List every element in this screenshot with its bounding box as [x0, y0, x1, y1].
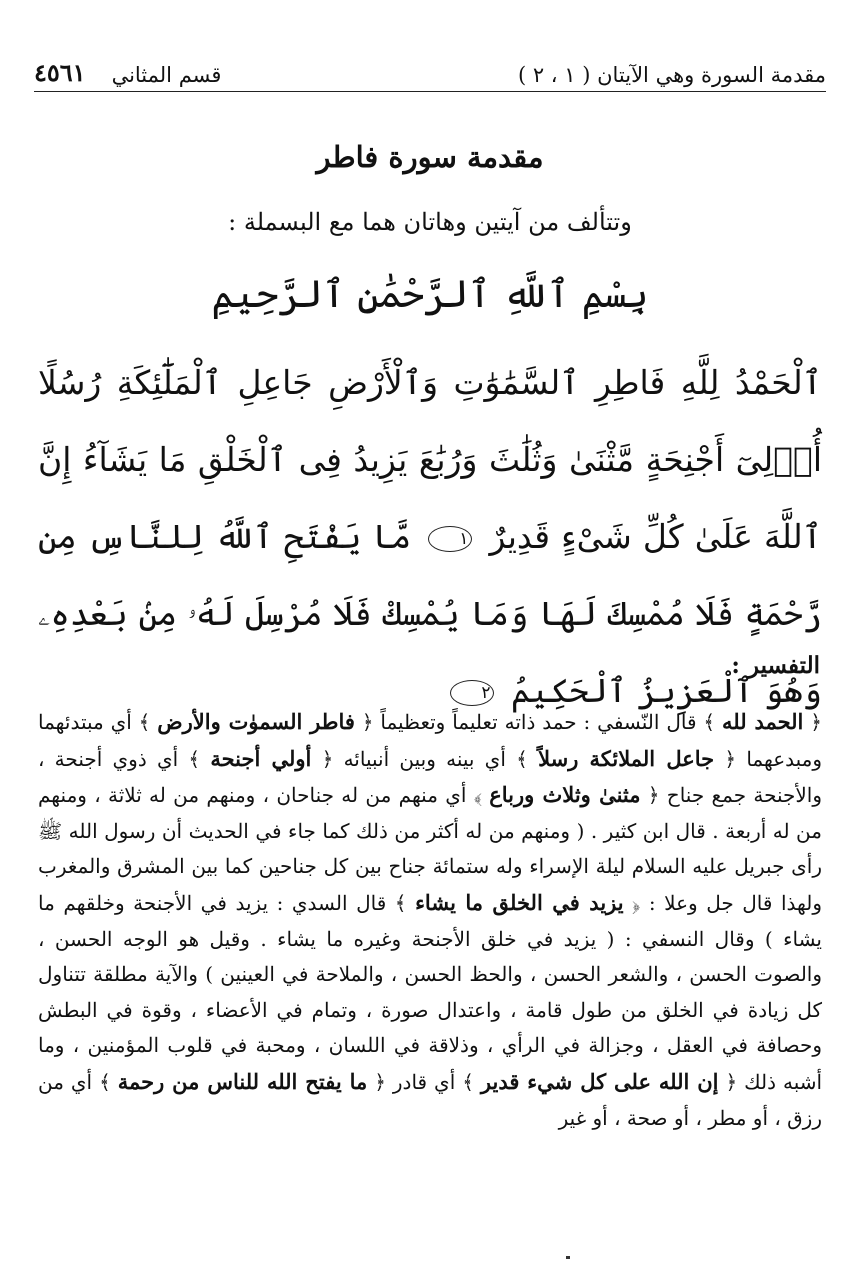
quote-bracket-open: ﴿ [640, 783, 660, 808]
quote-bracket-close: ﴾ [92, 1069, 118, 1094]
page-mark-dot [566, 1256, 570, 1259]
running-header [34, 48, 826, 92]
ayah-1-text: ٱلْحَمْدُ لِلَّهِ فَاطِرِ ٱلسَّمَٰوَٰتِ وَٱلْأَرْضِ جَاعِلِ ٱلْمَلَٰٓئِكَةِ رُسُلًا أُو۟لِىٓ أَجْنِحَةٍ مَّثْنَىٰ وَثُلَٰثَ وَرُبَٰعَ يَزِيدُ فِى ٱلْخَلْقِ مَا يَشَآءُ إِنَّ ٱللَّهَ عَلَىٰ كُلِّ شَىْءٍ قَدِيرٌ [38, 363, 823, 556]
quoted-verse: فاطر السموٰت والأرض [157, 709, 355, 734]
quote-bracket-open: ﴿ [354, 710, 374, 734]
quote-bracket-open: ﴿ [803, 710, 822, 734]
commentary-text: أي منهم من له جناحان ، ومنهم من له ثلاثة ، ومنهم من له أربعة . قال ابن كثير . ( ومنهم من له أكثر من ذلك كما جاء في الحديث أن رسول الله ﷺ رأى جبريل عليه السلام ليلة الإسراء وله ستمائة جناح بين كل جناحين كما بين المشرق والمغرب ولهذا قال جل وعلا : [38, 783, 823, 915]
ayah-2-text: مَّا يَفْتَحِ ٱللَّهُ لِلنَّاسِ مِن رَّحْمَةٍ فَلَا مُمْسِكَ لَهَا وَمَا يُمْسِكْ فَلَا مُرْسِلَ لَهُۥ مِنۢ بَعْدِهِۦ وَهُوَ ٱلْعَزِيزُ ٱلْحَكِيمُ [38, 517, 822, 710]
header-section: قسم المثاني [111, 63, 222, 87]
commentary-text: أي قادر [385, 1069, 456, 1094]
quoted-verse: مثنىٰ وثلاث ورباع [489, 782, 641, 808]
commentary-text: أي مبتدئهما ومبدعهما [38, 710, 823, 771]
quoted-verse: إن الله على كل شيء قدير [480, 1068, 719, 1094]
surah-title: مقدمة سورة فاطر [316, 140, 544, 174]
quote-bracket-close: ﴾ [696, 710, 722, 734]
page-number: ٤٥٦١ [34, 58, 86, 87]
quoted-verse: أولي أجنحة [210, 745, 312, 771]
commentary-text: أي بينه وبين أنبيائه [333, 746, 506, 771]
quote-bracket-close: ﴾ [455, 1069, 481, 1094]
tafsir-heading: التفسير : [731, 652, 820, 679]
quote-bracket-close: ﴾ [386, 890, 416, 915]
quote-bracket-open: ﴿ [623, 890, 641, 915]
ayah-2-marker: ٢ [450, 680, 494, 706]
quote-bracket-close: ﴾ [466, 783, 490, 808]
quote-bracket-open: ﴿ [714, 746, 737, 771]
basmala: بِسْمِ ٱللَّهِ ٱلرَّحْمَٰنِ ٱلرَّحِيمِ [211, 272, 649, 316]
quoted-verse: ما يفتح الله للناس من رحمة [117, 1068, 368, 1094]
header-left-group [34, 58, 221, 87]
commentary-text: قال النّسفي : حمد ذاته تعليماً وتعظيماً [373, 710, 697, 734]
commentary-text: قال السدي : يزيد في الأجنحة وخلقهم ما يشاء ) وقال النسفي : ( يزيد في خلق الأجنحة وغيره ما يشاء . وقيل هو الوجه الحسن ، والصوت الحسن ، والشعر الحسن ، والحظ الحسن ، والملاحة في العينين ) والآية مطلقة تتناول كل زيادة في الخلق من طول قامة ، واعتدال صورة ، وتمام في الأعضاء ، وقوة في البطش وحصافة في العقل ، وجزالة في الرأي ، وذلاقة في اللسان ، ومحبة في قلوب المؤمنين ، وما أشبه ذلك [38, 890, 823, 1094]
quoted-verse: الحمد لله [722, 709, 804, 734]
quote-bracket-close: ﴾ [505, 746, 539, 771]
quran-verses [38, 344, 822, 729]
quote-bracket-close: ﴾ [178, 746, 211, 771]
commentary-text: أي من رزق ، أو مطر ، أو صحة ، أو غير [38, 1069, 822, 1130]
quote-bracket-close: ﴾ [131, 710, 158, 734]
ayah-1-marker: ١ [428, 526, 472, 552]
quote-bracket-open: ﴿ [718, 1069, 738, 1094]
tafsir-body [38, 704, 822, 1136]
surah-subtitle: وتتألف من آيتين وهاتان هما مع البسملة : [228, 208, 632, 236]
header-title: مقدمة السورة وهي الآيتان ( ١ ، ٢ ) [517, 63, 826, 87]
quoted-verse: يزيد في الخلق ما يشاء [415, 889, 624, 915]
quoted-verse: جاعل الملائكة رسلاً [538, 745, 715, 771]
quote-bracket-open: ﴿ [367, 1069, 386, 1094]
commentary-text: أي ذوي أجنحة ، والأجنحة جمع جناح [38, 746, 823, 808]
quote-bracket-open: ﴿ [311, 746, 334, 771]
